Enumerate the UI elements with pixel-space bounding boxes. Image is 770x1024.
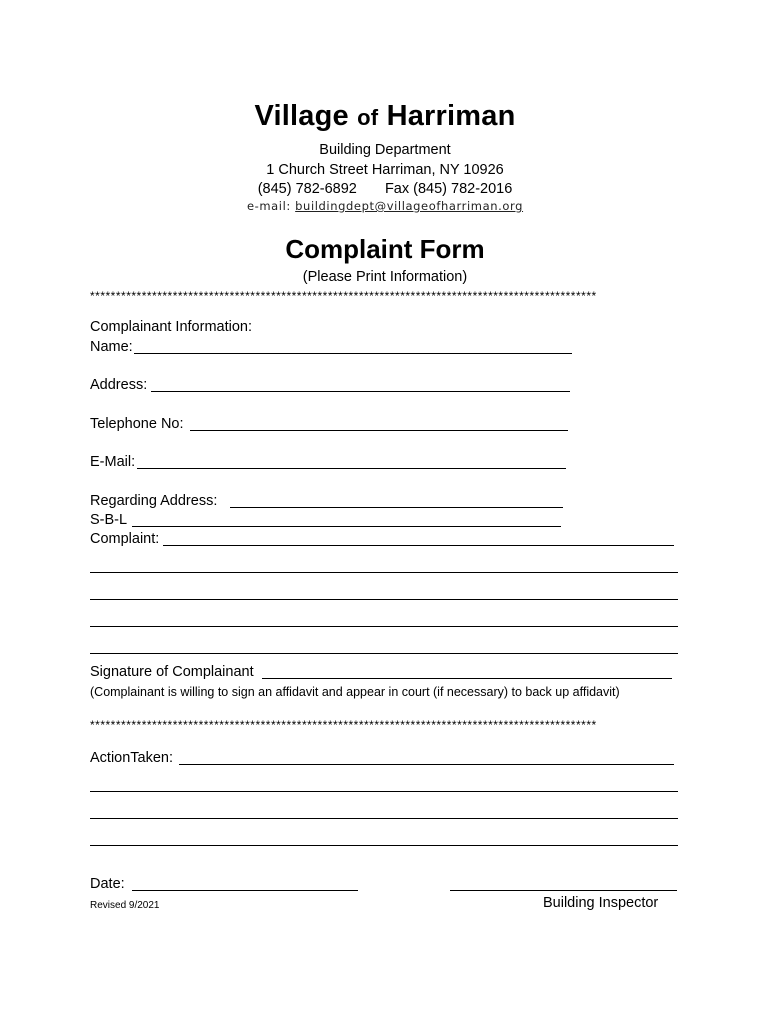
email-link[interactable]: buildingdept@villageofharriman.org bbox=[295, 199, 524, 213]
action-taken-field[interactable] bbox=[179, 764, 674, 765]
form-subtitle: (Please Print Information) bbox=[302, 269, 468, 285]
date-field[interactable] bbox=[132, 890, 358, 891]
separator-top: ************************************************************************************************** bbox=[90, 289, 597, 303]
sbl-label: S-B-L bbox=[90, 512, 128, 528]
regarding-address-label: Regarding Address: bbox=[90, 493, 218, 509]
complaint-line-3[interactable] bbox=[90, 599, 678, 600]
complaint-line-2[interactable] bbox=[90, 572, 678, 573]
department-address: 1 Church Street Harriman, NY 10926 bbox=[266, 162, 504, 178]
action-taken-label: ActionTaken: bbox=[90, 750, 174, 766]
address-field[interactable] bbox=[151, 391, 570, 392]
complaint-field[interactable] bbox=[163, 545, 674, 546]
action-line-2[interactable] bbox=[90, 791, 678, 792]
email-label: e-mail: bbox=[246, 199, 291, 213]
complaint-line-5[interactable] bbox=[90, 653, 678, 654]
regarding-address-field[interactable] bbox=[230, 507, 563, 508]
telephone-label: Telephone No: bbox=[90, 416, 184, 432]
revised-date: Revised 9/2021 bbox=[90, 900, 160, 911]
building-inspector-label: Building Inspector bbox=[543, 895, 659, 911]
affidavit-note: (Complainant is willing to sign an affidavit and appear in court (if necessary) to back up affidavit) bbox=[90, 685, 620, 699]
separator-middle: ************************************************************************************************** bbox=[90, 718, 597, 732]
action-line-3[interactable] bbox=[90, 818, 678, 819]
title-of: of bbox=[357, 105, 379, 130]
complaint-label: Complaint: bbox=[90, 531, 160, 547]
name-label: Name: bbox=[90, 339, 133, 355]
village-title bbox=[0, 100, 770, 133]
form-title: Complaint Form bbox=[285, 234, 485, 264]
signature-field[interactable] bbox=[262, 678, 672, 679]
signature-label: Signature of Complainant bbox=[90, 664, 254, 680]
title-name: Harriman bbox=[386, 100, 516, 132]
email-field-label: E-Mail: bbox=[90, 454, 136, 470]
email-field[interactable] bbox=[137, 468, 566, 469]
address-label: Address: bbox=[90, 377, 148, 393]
department-email bbox=[0, 199, 770, 213]
title-village: Village bbox=[254, 100, 349, 132]
phone-number: (845) 782-6892 bbox=[257, 181, 357, 197]
fax-number: Fax (845) 782-2016 bbox=[384, 181, 513, 197]
telephone-field[interactable] bbox=[190, 430, 568, 431]
department-name: Building Department bbox=[319, 142, 451, 158]
complaint-line-4[interactable] bbox=[90, 626, 678, 627]
department-phone-fax bbox=[0, 180, 770, 198]
inspector-signature-field[interactable] bbox=[450, 890, 677, 891]
sbl-field[interactable] bbox=[132, 526, 561, 527]
section-title: Complainant Information: bbox=[90, 319, 252, 335]
date-label: Date: bbox=[90, 876, 125, 892]
name-field[interactable] bbox=[134, 353, 572, 354]
action-line-4[interactable] bbox=[90, 845, 678, 846]
